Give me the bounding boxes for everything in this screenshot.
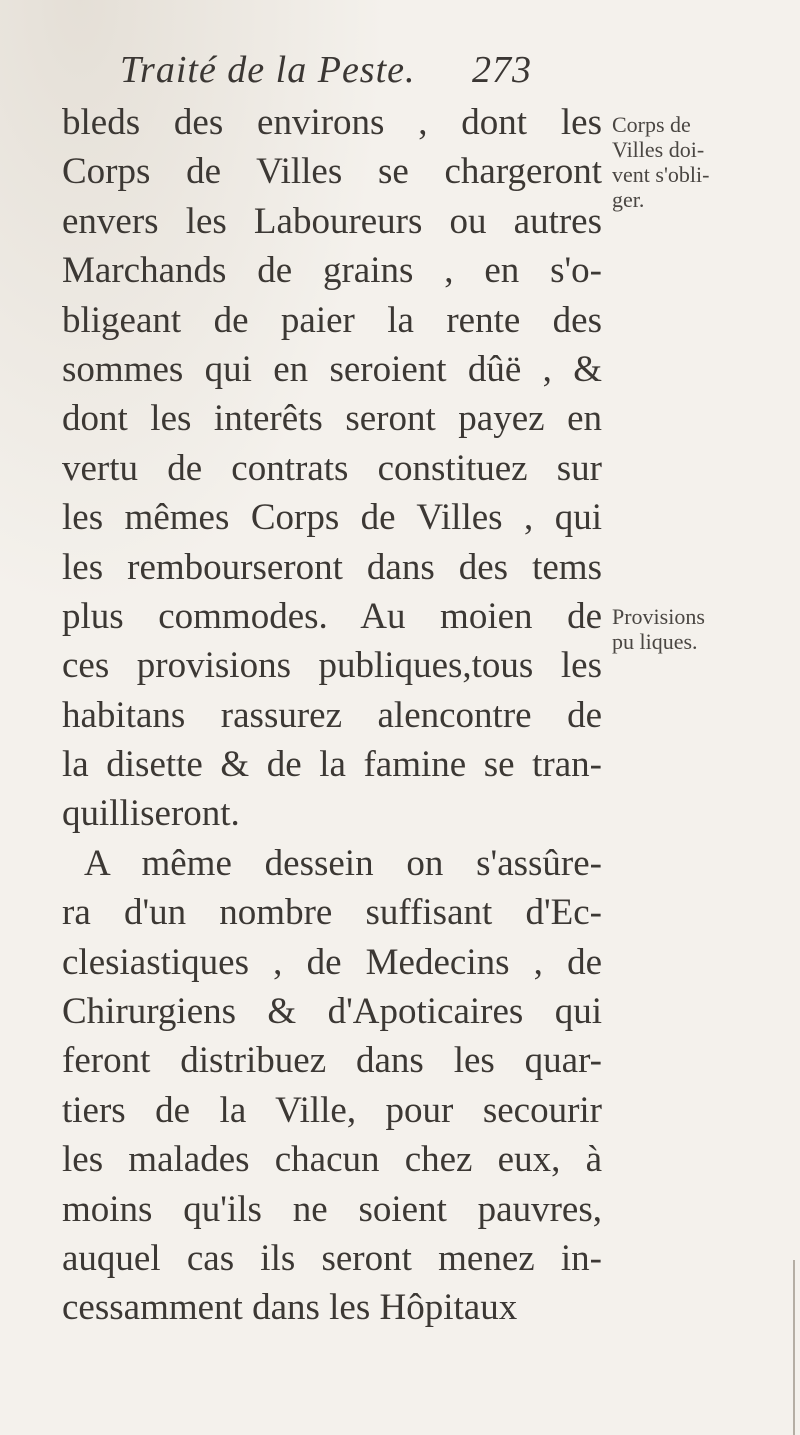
- text-line: auquel cas ils seront menez in-: [62, 1237, 602, 1279]
- text-line: bleds des environs , dont les: [62, 102, 602, 143]
- text-line: ces provisions publiques,tous les: [62, 645, 602, 687]
- text-line: quilliseront.: [62, 793, 240, 835]
- page-edge-shadow: [793, 1260, 795, 1435]
- text-line: Corps de Villes se chargeront: [62, 151, 602, 193]
- text-line: tiers de la Ville, pour secourir: [62, 1089, 602, 1131]
- text-line: vertu de contrats constituez sur: [62, 447, 602, 489]
- text-line: cessamment dans les Hôpitaux: [62, 1287, 518, 1329]
- margin-note-provisions: [612, 604, 792, 654]
- text-line: Chirurgiens & d'Apoticaires qui: [62, 991, 602, 1033]
- text-line: habitans rassurez alencontre de: [62, 694, 602, 736]
- margin-note-line: Provisions: [612, 604, 705, 629]
- text-line: envers les Laboureurs ou autres: [62, 200, 602, 242]
- text-line: sommes qui en seroient dûë , &: [62, 348, 602, 390]
- text-line: moins qu'ils ne soient pauvres,: [62, 1188, 602, 1230]
- text-line: dont les interêts seront payez en: [62, 398, 602, 440]
- margin-note-line: Villes doi-: [612, 137, 705, 162]
- running-head: [120, 48, 600, 92]
- margin-note-corps-de-villes: [612, 112, 792, 212]
- margin-note-line: pu liques.: [612, 629, 698, 654]
- page-number: 273: [472, 49, 532, 91]
- running-head-title: Traité de la Peste.: [120, 49, 416, 91]
- text-line: les mêmes Corps de Villes , qui: [62, 497, 602, 539]
- text-line: feront distribuez dans les quar-: [62, 1040, 602, 1082]
- text-line: Marchands de grains , en s'o-: [62, 250, 602, 292]
- text-line: plus commodes. Au moien de: [62, 595, 602, 637]
- text-line: ra d'un nombre suffisant d'Ec-: [62, 892, 602, 934]
- text-line: bligeant de paier la rente des: [62, 299, 602, 341]
- text-line: les rembourseront dans des tems: [62, 546, 602, 588]
- text-line: A même dessein on s'assûre-: [84, 842, 602, 884]
- margin-note-line: vent s'obli-: [612, 162, 710, 187]
- text-line: clesiastiques , de Medecins , de: [62, 941, 602, 983]
- margin-note-line: ger.: [612, 187, 645, 212]
- margin-note-line: Corps de: [612, 112, 691, 137]
- text-line: la disette & de la famine se tran-: [62, 744, 602, 786]
- body-text: [62, 98, 602, 1333]
- text-line: les malades chacun chez eux, à: [62, 1139, 602, 1181]
